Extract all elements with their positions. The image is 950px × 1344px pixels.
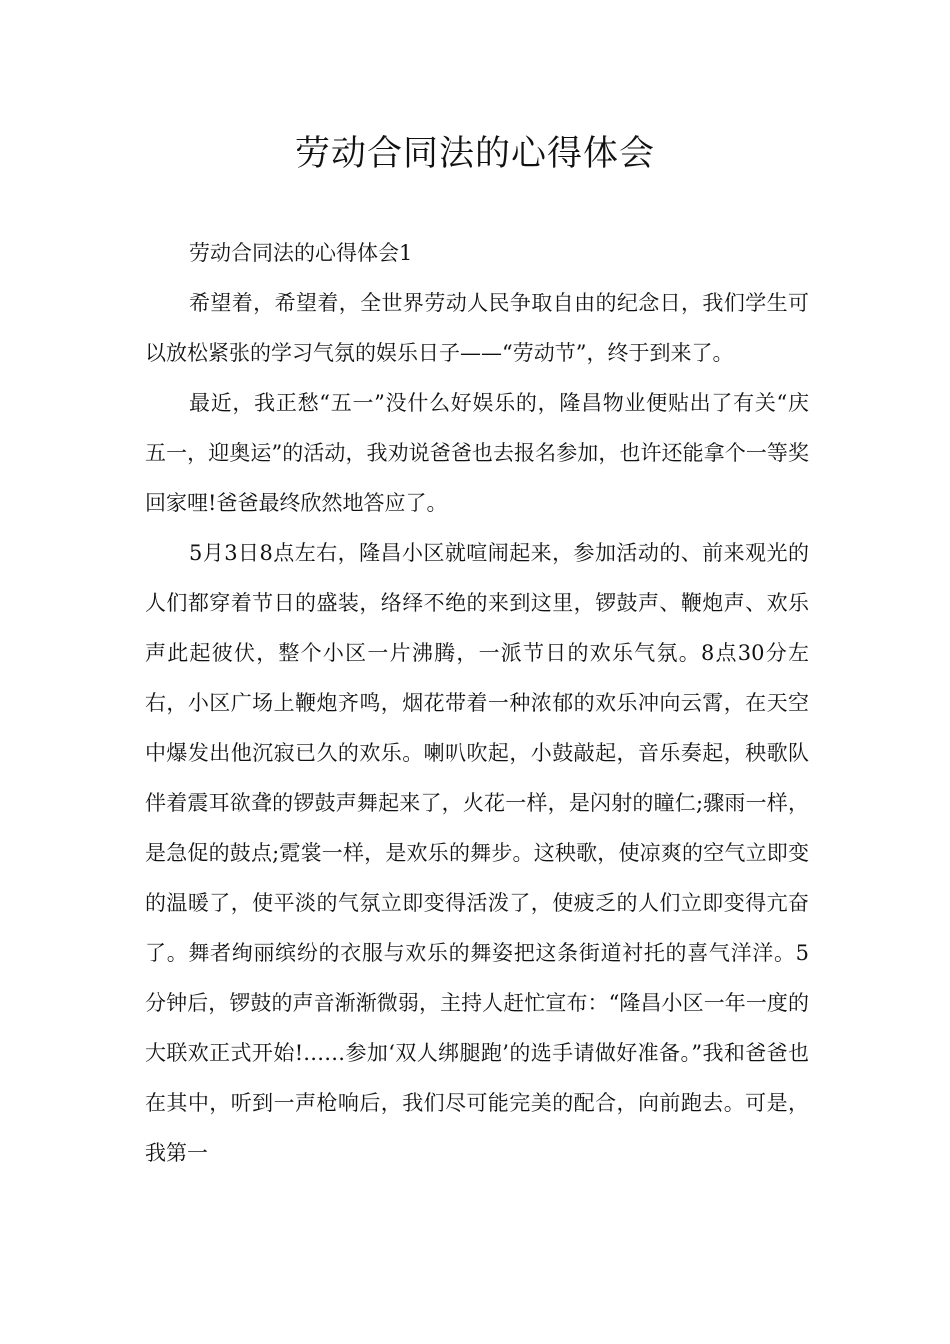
document-body [145, 228, 809, 1178]
document-title: 劳动合同法的心得体会 [294, 134, 655, 174]
paragraph-2: 最近，我正愁“五一”没什么好娱乐的，隆昌物业便贴出了有关“庆五一，迎奥运”的活动，我劝说爸爸也去报名参加，也许还能拿个一等奖回家哩!爸爸最终欣然地答应了。 [145, 391, 809, 515]
paragraph-1: 希望着，希望着，全世界劳动人民争取自由的纪念日，我们学生可以放松紧张的学习气氛的娱乐日子——“劳动节”，终于到来了。 [145, 291, 809, 365]
section-heading: 劳动合同法的心得体会1 [189, 241, 413, 265]
paragraph-3: 5月3日8点左右，隆昌小区就喧闹起来，参加活动的、前来观光的人们都穿着节日的盛装，络绎不绝的来到这里，锣鼓声、鞭炮声、欢乐声此起彼伏，整个小区一片沸腾，一派节日的欢乐气氛。8点30分左右，小区广场上鞭炮齐鸣，烟花带着一种浓郁的欢乐冲向云霄，在天空中爆发出他沉寂已久的欢乐。喇叭吹起，小鼓敲起，音乐奏起，秧歌队伴着震耳欲聋的锣鼓声舞起来了，火花一样，是闪射的瞳仁;骤雨一样，是急促的鼓点;霓裳一样，是欢乐的舞步。这秧歌，使凉爽的空气立即变的温暖了，使平淡的气氛立即变得活泼了，使疲乏的人们立即变得亢奋了。舞者绚丽缤纷的衣服与欢乐的舞姿把这条街道衬托的喜气洋洋。5分钟后，锣鼓的声音渐渐微弱，主持人赶忙宣布：“隆昌小区一年一度的大联欢正式开始!……参加‘双人绑腿跑’的选手请做好准备。”我和爸爸也在其中，听到一声枪响后，我们尽可能完美的配合，向前跑去。可是，我第一 [145, 541, 809, 1165]
